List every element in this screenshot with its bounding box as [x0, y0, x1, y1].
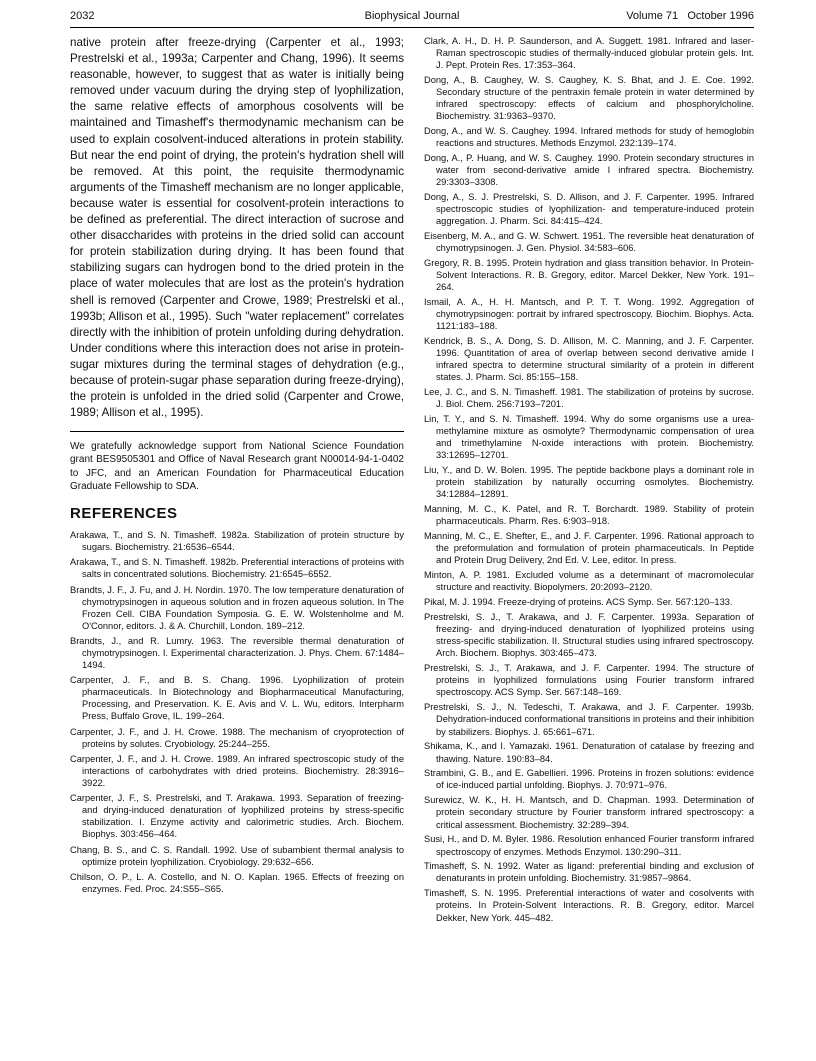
- right-column: [424, 35, 754, 926]
- reference-entry: Carpenter, J. F., and J. H. Crowe. 1988. The mechanism of cryoprotection of proteins by solutes. Cryobiology. 25:244–255.: [70, 726, 404, 749]
- reference-entry: Arakawa, T., and S. N. Timasheff. 1982b. Preferential interactions of proteins with salts in concentrated solutions. Biochemistry. 21:6545–6552.: [70, 557, 405, 580]
- reference-entry: Lin, T. Y., and S. N. Timasheff. 1994. Why do some organisms use a urea-methylamine mixture as osmolyte? Thermodynamic compensation of urea and trimethylamine N-oxide interactions with protein. Biochemistry. 33:12695–12701.: [424, 414, 754, 461]
- journal-title: Biophysical Journal: [364, 10, 460, 22]
- references-list-left: [70, 529, 404, 895]
- reference-entry: Dong, A., P. Huang, and W. S. Caughey. 1990. Protein secondary structures in water from second-derivative amide I infrared spectra. Biochemistry. 29:3303–3308.: [424, 153, 754, 188]
- left-column: [70, 35, 404, 898]
- reference-entry: Kendrick, B. S., A. Dong, S. D. Allison, M. C. Manning, and J. F. Carpenter. 1996. Quantitation of area of overlap between second derivative amide I infrared spectra to determine structural similarity of a protein in different states. J. Pharm. Sci. 85:155–158.: [424, 336, 754, 383]
- reference-entry: Timasheff, S. N. 1995. Preferential interactions of water and cosolvents with proteins. In Protein-Solvent Interactions. R. B. Gregory, editor. Marcel Dekker, New York. 445–482.: [424, 888, 754, 923]
- reference-entry: Shikama, K., and I. Yamazaki. 1961. Denaturation of catalase by freezing and thawing. Nature. 190:83–84.: [424, 741, 754, 764]
- reference-entry: Arakawa, T., and S. N. Timasheff. 1982a. Stabilization of protein structure by sugars. Biochemistry. 21:6536–6544.: [70, 530, 404, 553]
- reference-entry: Prestrelski, S. J., T. Arakawa, and J. F. Carpenter. 1993a. Separation of freezing- and drying-induced denaturation of lyophilized proteins using stress-specific stabilization. II. Structural studies using infrared spectroscopy. Arch. Biochem. Biophys. 303:465–473.: [424, 612, 754, 659]
- reference-entry: Dong, A., and W. S. Caughey. 1994. Infrared methods for study of hemoglobin reactions and structures. Methods Enzymol. 232:139–174.: [424, 126, 754, 149]
- reference-entry: Brandts, J. F., J. Fu, and J. H. Nordin. 1970. The low temperature denaturation of chymotrypsinogen in aqueous solution and in frozen aqueous solution. In The Frozen Cell. CIBA Foundation Symposia. G. E. W. Wolstenholme and M. O'Connor, editors. J. & A. Churchill, London. 189–212.: [70, 584, 404, 631]
- reference-entry: Gregory, R. B. 1995. Protein hydration and glass transition behavior. In Protein-Solvent Interactions. R. B. Gregory, editor. Marcel Dekker, New York. 191–264.: [424, 258, 754, 293]
- reference-entry: Surewicz, W. K., H. H. Mantsch, and D. Chapman. 1993. Determination of protein secondary structure by Fourier transform infrared spectroscopy: a critical assessment. Biochemistry. 32:289–394.: [424, 795, 754, 830]
- reference-entry: Timasheff, S. N. 1992. Water as ligand: preferential binding and exclusion of denaturants in protein unfolding. Biochemistry. 31:9857–9864.: [424, 861, 754, 884]
- reference-entry: Chilson, O. P., L. A. Costello, and N. O. Kaplan. 1965. Effects of freezing on enzymes. Fed. Proc. 24:S55–S65.: [70, 871, 404, 895]
- reference-entry: Dong, A., S. J. Prestrelski, S. D. Allison, and J. F. Carpenter. 1995. Infrared spectroscopic studies of lyophilization- and temperature-induced protein aggregation. J. Pharm. Sci. 84:415–424.: [424, 192, 754, 227]
- reference-entry: Manning, M. C., K. Patel, and R. T. Borchardt. 1989. Stability of protein pharmaceuticals. Pharm. Res. 6:903–918.: [424, 504, 754, 527]
- reference-entry: Clark, A. H., D. H. P. Saunderson, and A. Suggett. 1981. Infrared and laser-Raman spectroscopic studies of thermally-induced globular protein gels. Int. J. Pept. Protein Res. 17:353–364.: [424, 36, 754, 71]
- references-list-right: [424, 35, 754, 924]
- reference-entry: Carpenter, J. F., and J. H. Crowe. 1989. An infrared spectroscopic study of the interactions of carbohydrates with dried proteins. Biochemistry. 28:3916–3922.: [70, 753, 404, 789]
- reference-entry: Susi, H., and D. M. Byler. 1986. Resolution enhanced Fourier transform infrared spectroscopy of enzymes. Methods Enzymol. 130:290–311.: [424, 834, 754, 857]
- page-number: 2032: [70, 10, 95, 22]
- references-heading: REFERENCES: [70, 505, 178, 523]
- reference-entry: Chang, B. S., and C. S. Randall. 1992. Use of subambient thermal analysis to optimize protein lyophilization. Cryobiology. 29:632–656.: [70, 844, 404, 867]
- reference-entry: Prestrelski, S. J., T. Arakawa, and J. F. Carpenter. 1994. The structure of proteins in lyophilized formulations using Fourier transform infrared spectroscopy. ACS Symp. Ser. 567:148–169.: [424, 663, 754, 698]
- reference-entry: Lee, J. C., and S. N. Timasheff. 1981. The stabilization of proteins by sucrose. J. Biol. Chem. 256:7193–7201.: [424, 387, 754, 410]
- header-rule: [70, 27, 754, 28]
- reference-entry: Prestrelski, S. J., N. Tedeschi, T. Arakawa, and J. F. Carpenter. 1993b. Dehydration-induced conformational transitions in proteins and their inhibition by stabilizers. Biophys. J. 65:661–671.: [424, 702, 754, 737]
- reference-entry: Carpenter, J. F., and B. S. Chang. 1996. Lyophilization of protein pharmaceuticals. In Biotechnology and Biopharmaceutical Manufacturing, Processing, and Preservation. K. E. Avis and V. L. Wu, editors. Interpharm Press, Buffalo Grove, IL. 199–264.: [70, 675, 404, 722]
- body-paragraph: native protein after freeze-drying (Carpenter et al., 1993; Prestrelski et al., 1993a; Carpenter and Chang, 1996). It seems reasonable, however, to suggest that as water is initially being removed under vacuum during the drying step of lyophilization, the same relative effects of amorphous cosolvents will be maintained and Timasheff's thermodynamic mechanism can be used to explain cosolvent-induced alterations in protein stability. But near the end point of drying, the protein's hydration shell will be removed. At this point, the requisite thermodynamic arguments of the Timasheff mechanism are no longer applicable, because water is essential for cosolvent-protein interactions to be defined as preferential. The direct interaction of sucrose and other disaccharides with proteins in the dried solid can account for protein stabilization during drying. It has been found that stabilizing sugars can hydrogen bond to the dried protein in the place of water molecules that are lost as the protein's hydration shell is removed (Carpenter and Crowe, 1989; Prestrelski et al., 1993b; Allison et al., 1995). Such "water replacement" correlates directly with the inhibition of protein unfolding during dehydration. Under conditions where this interaction does not arise in protein-sugar mixtures during the terminal stages of dehydration (e.g., because of protein-sugar phase separation during freeze-drying), the protein is unfolded in the dried solid (Carpenter and Crowe, 1989; Allison et al., 1995).: [70, 36, 404, 420]
- acknowledgment: We gratefully acknowledge support from National Science Foundation grant BES9505301 and Office of Naval Research grant N00014-94-1-0402 to JFC, and an American Foundation for Pharmaceutical Education Graduate Fellowship to SDA.: [70, 431, 404, 493]
- reference-entry: Pikal, M. J. 1994. Freeze-drying of proteins. ACS Symp. Ser. 567:120–133.: [424, 597, 733, 608]
- reference-entry: Eisenberg, M. A., and G. W. Schwert. 1951. The reversible heat denaturation of chymotrypsinogen. J. Gen. Physiol. 34:583–606.: [424, 231, 754, 254]
- reference-entry: Liu, Y., and D. W. Bolen. 1995. The peptide backbone plays a dominant role in protein stabilization by naturally occurring osmolytes. Biochemistry. 34:12884–12891.: [424, 465, 754, 500]
- volume-info: Volume 71 October 1996: [626, 10, 754, 22]
- reference-entry: Strambini, G. B., and E. Gabellieri. 1996. Proteins in frozen solutions: evidence of ice-induced partial unfolding. Biophys. J. 70:971–976.: [424, 768, 754, 791]
- reference-entry: Manning, M. C., E. Shefter, E., and J. F. Carpenter. 1996. Rational approach to the preformulation and formulation of protein pharmaceuticals. In Peptide and Protein Drug Delivery, 2nd Ed. V. Lee, editor. In press.: [424, 531, 754, 566]
- reference-entry: Dong, A., B. Caughey, W. S. Caughey, K. S. Bhat, and J. E. Coe. 1992. Secondary structure of the pentraxin female protein in water determined by infrared spectroscopy: effects of calcium and phosphorylcholine. Biochemistry. 31:9363–9370.: [424, 75, 754, 122]
- running-header: [70, 10, 754, 26]
- reference-entry: Ismail, A. A., H. H. Mantsch, and P. T. T. Wong. 1992. Aggregation of chymotrypsinogen: portrait by infrared spectroscopy. Biochim. Biophys. Acta. 1121:183–188.: [424, 297, 754, 332]
- reference-entry: Minton, A. P. 1981. Excluded volume as a determinant of macromolecular structure and reactivity. Biopolymers. 20:2093–2120.: [424, 570, 754, 593]
- reference-entry: Carpenter, J. F., S. Prestrelski, and T. Arakawa. 1993. Separation of freezing- and drying-induced denaturation of lyophilized proteins by stress-specific stabilization. I. Enzyme activity and calorimetric studies. Arch. Biochem. Biophys. 303:456–464.: [70, 793, 404, 840]
- reference-entry: Brandts, J., and R. Lumry. 1963. The reversible thermal denaturation of chymotrypsinogen. I. Experimental characterization. J. Phys. Chem. 67:1484–1494.: [70, 636, 404, 671]
